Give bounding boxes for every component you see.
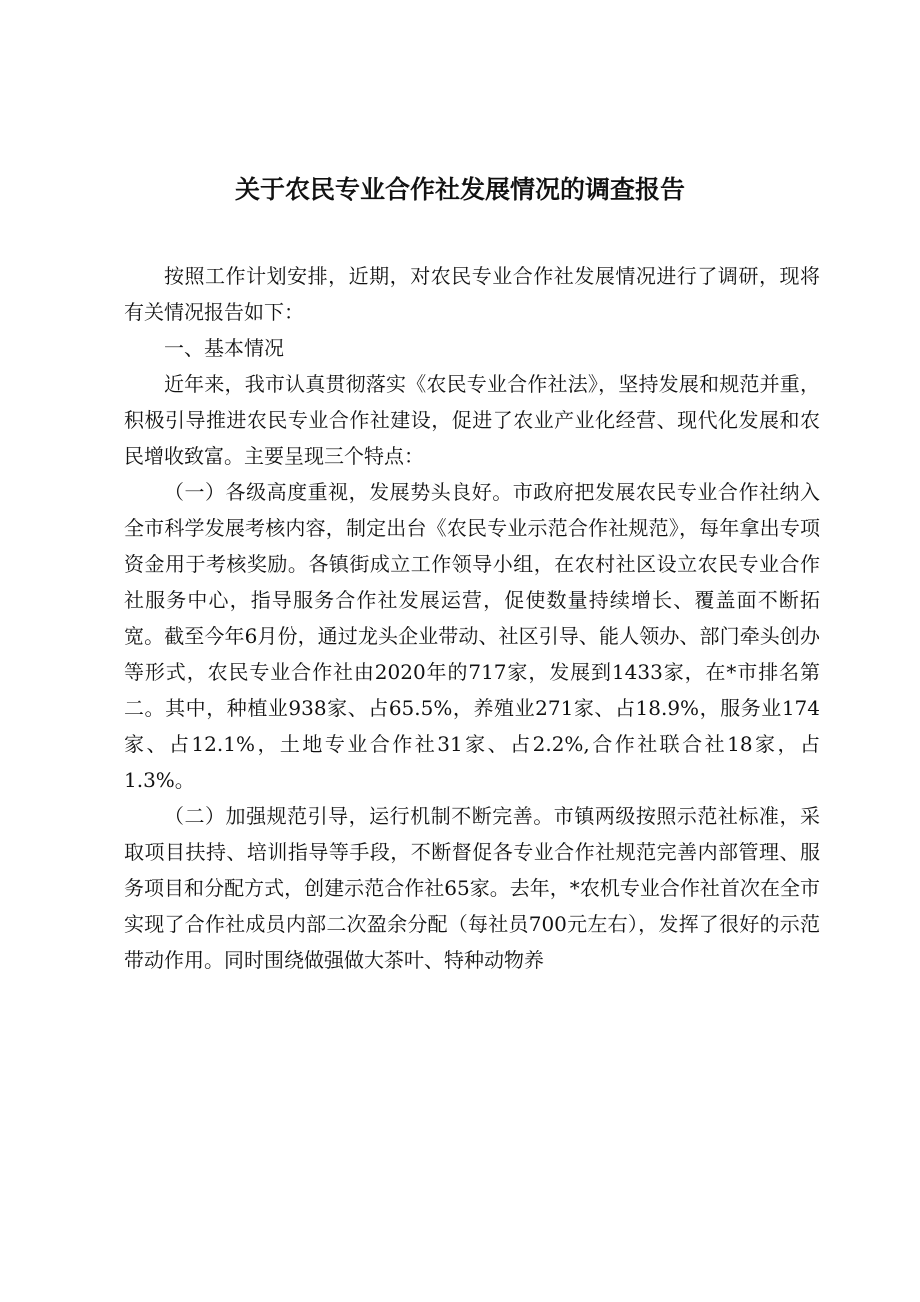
section-heading-basic-situation: 一、基本情况 [164,336,284,360]
document-body [124,258,820,978]
feature-two-paragraph: （二）加强规范引导，运行机制不断完善。市镇两级按照示范社标准，采取项目扶持、培训指导等手段，不断督促各专业合作社规范完善内部管理、服务项目和分配方式，创建示范合作社65家。去年，*农机专业合作社首次在全市实现了合作社成员内部二次盈余分配（每社员700元左右），发挥了很好的示范带动作用。同时围绕做强做大茶叶、特种动物养 [124,804,820,972]
intro-paragraph: 按照工作计划安排，近期，对农民专业合作社发展情况进行了调研，现将有关情况报告如下： [124,264,820,324]
page-title: 关于农民专业合作社发展情况的调查报告 [234,175,685,204]
feature-one-paragraph: （一）各级高度重视，发展势头良好。市政府把发展农民专业合作社纳入全市科学发展考核内容，制定出台《农民专业示范合作社规范》，每年拿出专项资金用于考核奖励。各镇街成立工作领导小组，在农村社区设立农民专业合作社服务中心，指导服务合作社发展运营，促使数量持续增长、覆盖面不断拓宽。截至今年6月份，通过龙头企业带动、社区引导、能人领办、部门牵头创办等形式，农民专业合作社由2020年的717家，发展到1433家，在*市排名第二。其中，种植业938家、占65.5%，养殖业271家、占18.9%，服务业174家、占12.1%，土地专业合作社31家、占2.2%,合作社联合社18家，占1.3%。 [124,480,820,792]
overview-paragraph: 近年来，我市认真贯彻落实《农民专业合作社法》，坚持发展和规范并重，积极引导推进农民专业合作社建设，促进了农业产业化经营、现代化发展和农民增收致富。主要呈现三个特点： [124,372,820,468]
